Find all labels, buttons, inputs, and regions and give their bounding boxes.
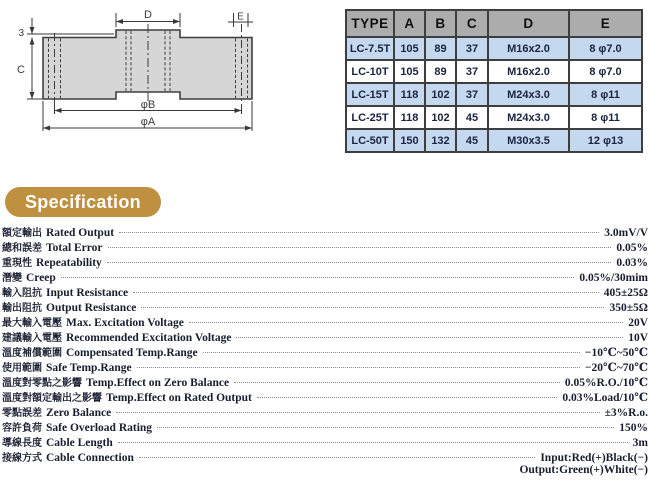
spec-label-en: Cable Connection xyxy=(46,452,134,464)
spec-label-zh: 最大輸入電壓 xyxy=(2,318,62,329)
spec-label-en: Cable Length xyxy=(46,437,113,449)
spec-value: 3.0mV/V xyxy=(604,227,648,239)
table-row xyxy=(346,60,642,83)
spec-label-en: Zero Balance xyxy=(46,407,112,419)
type-cell: LC-7.5T xyxy=(346,37,394,60)
spec-value: 150% xyxy=(619,422,648,434)
spec-label-en: Creep xyxy=(26,272,56,284)
spec-value: 0.03%Load/10℃ xyxy=(562,392,648,404)
spec-label-zh: 輸入阻抗 xyxy=(2,288,42,299)
spec-label-zh: 溫度對額定輸出之影響 xyxy=(2,393,102,404)
dotted-leader xyxy=(203,352,580,353)
spec-label-zh: 總和誤差 xyxy=(2,243,42,254)
spec-row xyxy=(2,389,648,404)
spec-label-en: Input Resistance xyxy=(46,287,129,299)
spec-label-zh: 接線方式 xyxy=(2,453,42,464)
dotted-leader xyxy=(189,322,623,323)
value-cell: 45 xyxy=(456,129,488,152)
spec-label-zh: 導線長度 xyxy=(2,438,42,449)
spec-label-zh: 使用範圍 xyxy=(2,363,42,374)
value-cell: 105 xyxy=(394,37,425,60)
value-cell: 8 φ11 xyxy=(569,83,642,106)
spec-label-zh: 容許負荷 xyxy=(2,423,42,434)
value-cell: 102 xyxy=(425,83,456,106)
spec-label-zh: 溫度補償範圍 xyxy=(2,348,62,359)
dotted-leader xyxy=(257,397,557,398)
spec-label-en: Max. Excitation Voltage xyxy=(66,317,184,329)
type-cell: LC-10T xyxy=(346,60,394,83)
dotted-leader xyxy=(234,382,560,383)
dimension-phi-b-label: φB xyxy=(140,99,156,111)
value-cell: 105 xyxy=(394,60,425,83)
column-header-type: TYPE xyxy=(346,10,394,37)
dimension-3 xyxy=(27,18,114,34)
column-header-e: E xyxy=(569,10,642,37)
spec-value: −20℃~70℃ xyxy=(584,362,648,374)
value-cell: 89 xyxy=(425,60,456,83)
value-cell: 132 xyxy=(425,129,456,152)
spec-value: ±3%R.o. xyxy=(604,407,648,419)
spec-label-en: Rated Output xyxy=(46,227,115,239)
spec-row xyxy=(2,374,648,389)
spec-label-zh: 溫度對零點之影響 xyxy=(2,378,82,389)
value-cell: 89 xyxy=(425,37,456,60)
dotted-leader xyxy=(137,367,580,368)
type-cell: LC-15T xyxy=(346,83,394,106)
specification-heading-badge xyxy=(5,187,161,217)
spec-row xyxy=(2,284,648,299)
column-header-d: D xyxy=(488,10,569,37)
value-cell: 102 xyxy=(425,106,456,129)
spec-label-zh: 重現性 xyxy=(2,258,32,269)
column-header-a: A xyxy=(394,10,425,37)
spec-label-en: Compensated Temp.Range xyxy=(66,347,198,359)
spec-value: 405±25Ω xyxy=(603,287,648,299)
spec-label-zh: 建議輸入電壓 xyxy=(2,333,62,344)
spec-label-zh: 額定輸出 xyxy=(2,228,42,239)
value-cell: 12 φ13 xyxy=(569,129,642,152)
value-cell: 8 φ7.0 xyxy=(569,60,642,83)
value-cell: 37 xyxy=(456,83,488,106)
spec-row xyxy=(2,449,648,464)
spec-label-zh: 潛變 xyxy=(2,273,22,284)
column-header-b: B xyxy=(425,10,456,37)
spec-value: 350±5Ω xyxy=(609,302,648,314)
spec-label-en: Output Resistance xyxy=(46,302,137,314)
spec-value: 3m xyxy=(632,437,648,449)
dimension-e-label: E xyxy=(237,11,244,23)
spec-label-zh: 輸出阻抗 xyxy=(2,303,42,314)
value-cell: M24x3.0 xyxy=(488,83,569,106)
dimension-table-header-row xyxy=(346,10,642,37)
spec-value: 20V xyxy=(628,317,648,329)
spec-label-en: Total Error xyxy=(46,242,103,254)
spec-value: −10℃~50℃ xyxy=(584,347,648,359)
spec-row xyxy=(2,329,648,344)
spec-label-en: Safe Overload Rating xyxy=(46,422,153,434)
value-cell: 150 xyxy=(394,129,425,152)
spec-row xyxy=(2,404,648,419)
value-cell: M24x3.0 xyxy=(488,106,569,129)
spec-row xyxy=(2,434,648,449)
dotted-leader xyxy=(139,457,535,458)
spec-value: 10V xyxy=(628,332,648,344)
spec-value: 0.05% xyxy=(616,242,648,254)
spec-label-zh: 零點誤差 xyxy=(2,408,42,419)
dimension-3-label: 3 xyxy=(18,28,24,39)
table-row xyxy=(346,83,642,106)
value-cell: M16x2.0 xyxy=(488,60,569,83)
load-cell-cross-section xyxy=(0,0,335,165)
value-cell: 37 xyxy=(456,60,488,83)
spec-row xyxy=(2,314,648,329)
dimension-table-body xyxy=(346,37,642,152)
spec-row xyxy=(2,269,648,284)
spec-row xyxy=(2,344,648,359)
spec-value: 0.05%R.O./10℃ xyxy=(564,377,648,389)
spec-value: 0.05%/30mim xyxy=(579,272,648,284)
table-row xyxy=(346,129,642,152)
load-cell-drawing xyxy=(0,0,335,165)
spec-label-en: Temp.Effect on Rated Output xyxy=(106,392,252,404)
value-cell: 37 xyxy=(456,37,488,60)
spec-row xyxy=(2,239,648,254)
dotted-leader xyxy=(157,427,614,428)
spec-value: Input:Red(+)Black(−) xyxy=(540,452,648,464)
spec-row xyxy=(2,359,648,374)
dotted-leader xyxy=(141,307,604,308)
dotted-leader xyxy=(236,337,623,338)
value-cell: 118 xyxy=(394,83,425,106)
value-cell: 8 φ11 xyxy=(569,106,642,129)
value-cell: 8 φ7.0 xyxy=(569,37,642,60)
specification-list xyxy=(2,224,648,479)
spec-row xyxy=(2,419,648,434)
spec-row xyxy=(2,299,648,314)
table-row xyxy=(346,106,642,129)
dimension-c xyxy=(27,38,42,100)
dimension-phi-a-label: φA xyxy=(140,116,156,128)
value-cell: M30x3.5 xyxy=(488,129,569,152)
spec-label-en: Repeatability xyxy=(36,257,102,269)
value-cell: 45 xyxy=(456,106,488,129)
spec-value-second-line: Output:Green(+)White(−) xyxy=(519,464,648,476)
spec-label-en: Recommended Excitation Voltage xyxy=(66,332,232,344)
dotted-leader xyxy=(116,412,599,413)
value-cell: M16x2.0 xyxy=(488,37,569,60)
spec-row xyxy=(2,224,648,239)
type-cell: LC-50T xyxy=(346,129,394,152)
spec-label-en: Temp.Effect on Zero Balance xyxy=(86,377,230,389)
table-row xyxy=(346,37,642,60)
column-header-c: C xyxy=(456,10,488,37)
dimension-table xyxy=(345,9,643,153)
dotted-leader xyxy=(108,247,612,248)
spec-value: 0.03% xyxy=(616,257,648,269)
spec-row xyxy=(2,254,648,269)
specification-heading: Specification xyxy=(25,192,141,212)
dotted-leader xyxy=(133,292,599,293)
value-cell: 118 xyxy=(394,106,425,129)
dotted-leader xyxy=(119,232,599,233)
spec-label-en: Safe Temp.Range xyxy=(46,362,132,374)
dotted-leader xyxy=(118,442,628,443)
dimension-c-label: C xyxy=(17,64,25,76)
dotted-leader xyxy=(107,262,612,263)
type-cell: LC-25T xyxy=(346,106,394,129)
dimension-d-label: D xyxy=(144,9,152,21)
dotted-leader xyxy=(61,277,575,278)
